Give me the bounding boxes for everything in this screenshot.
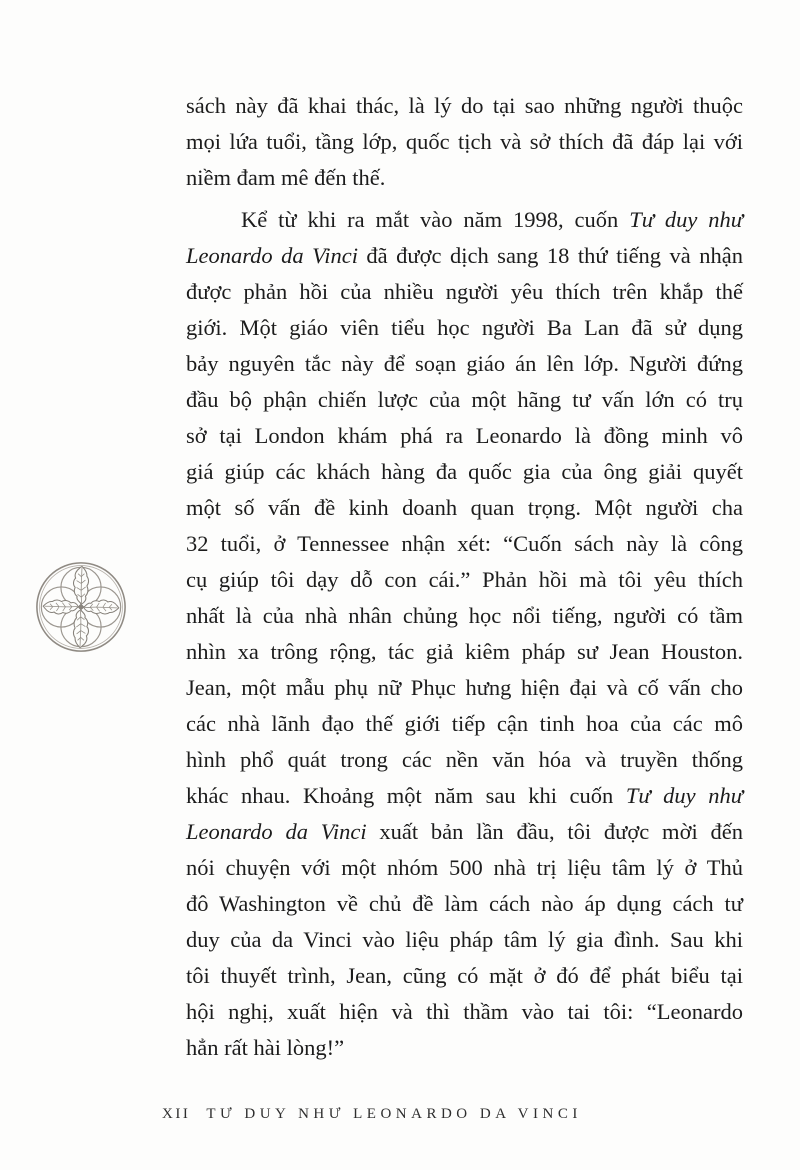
- body-text-run: sách này đã khai thác, là lý do tại sao những người thuộc: [186, 93, 743, 118]
- body-line: [186, 124, 743, 160]
- footer-running-title: TƯ DUY NHƯ LEONARDO DA VINCI: [206, 1106, 582, 1122]
- body-line: [186, 742, 743, 778]
- body-line: [186, 706, 743, 742]
- body-line: [186, 238, 743, 274]
- body-text-run: nhất là của nhà nhân chủng học nổi tiếng, người có tầm: [186, 603, 743, 628]
- body-line: [186, 160, 743, 196]
- body-text-run: nhìn xa trông rộng, tác giả kiêm pháp sư Jean Houston.: [186, 639, 743, 664]
- body-line: [186, 994, 743, 1030]
- body-text-run: giá giúp các khách hàng đa quốc gia của ông giải quyết: [186, 459, 743, 484]
- body-text-run: tôi thuyết trình, Jean, cũng có mặt ở đó để phát biểu tại: [186, 963, 743, 988]
- body-line: [186, 670, 743, 706]
- body-text-run: xuất bản lần đầu, tôi được mời đến: [366, 819, 743, 844]
- body-text-run: sở tại London khám phá ra Leonardo là đồng minh vô: [186, 423, 743, 448]
- body-text-run: cụ giúp tôi dạy dỗ con cái.” Phản hồi mà tôi yêu thích: [186, 567, 743, 592]
- body-line: [186, 310, 743, 346]
- body-text-run: các nhà lãnh đạo thế giới tiếp cận tinh hoa của các mô: [186, 711, 743, 736]
- body-line: [186, 850, 743, 886]
- body-line: [186, 418, 743, 454]
- body-text-run: hình phổ quát trong các nền văn hóa và truyền thống: [186, 747, 743, 772]
- body-line: [186, 598, 743, 634]
- footer-page-number: XII: [162, 1106, 191, 1122]
- body-text-run: giới. Một giáo viên tiểu học người Ba Lan đã sử dụng: [186, 315, 743, 340]
- body-text-run: nói chuyện với một nhóm 500 nhà trị liệu tâm lý ở Thủ: [186, 855, 743, 880]
- body-text-run: Jean, một mẫu phụ nữ Phục hưng hiện đại và cố vấn cho: [186, 675, 743, 700]
- body-line: [186, 202, 743, 238]
- body-line: [186, 778, 743, 814]
- book-title-italic: Tư duy như: [625, 783, 744, 808]
- book-title-italic: Tư duy như: [629, 207, 743, 232]
- body-text-run: mọi lứa tuổi, tầng lớp, quốc tịch và sở thích đã đáp lại với: [186, 129, 743, 154]
- body-line: [186, 814, 743, 850]
- body-text-run: hội nghị, xuất hiện và thì thầm vào tai tôi: “Leonardo: [186, 999, 743, 1024]
- body-line: [186, 382, 743, 418]
- body-line: [186, 88, 743, 124]
- body-text-run: hẳn rất hài lòng!”: [186, 1035, 345, 1060]
- book-title-italic: Leonardo da Vinci: [186, 243, 358, 268]
- rosette-ornament-icon: [32, 558, 130, 656]
- body-line: [186, 922, 743, 958]
- body-text-run: khác nhau. Khoảng một năm sau khi cuốn: [186, 783, 626, 808]
- body-text-run: đô Washington về chủ đề làm cách nào áp dụng cách tư: [186, 891, 743, 916]
- body-text-run: được phản hồi của nhiều người yêu thích trên khắp thế: [186, 279, 743, 304]
- body-line: [186, 634, 743, 670]
- body-text-run: Kể từ khi ra mắt vào năm 1998, cuốn: [241, 207, 630, 232]
- body-line: [186, 1030, 743, 1066]
- paragraph: [186, 202, 743, 1066]
- body-text-run: 32 tuổi, ở Tennessee nhận xét: “Cuốn sách này là công: [186, 531, 743, 556]
- body-text-run: duy của da Vinci vào liệu pháp tâm lý gia đình. Sau khi: [186, 927, 743, 952]
- body-line: [186, 490, 743, 526]
- body-line: [186, 346, 743, 382]
- book-title-italic: Leonardo da Vinci: [186, 819, 367, 844]
- body-line: [186, 958, 743, 994]
- body-text-run: bảy nguyên tắc này để soạn giáo án lên lớp. Người đứng: [186, 351, 743, 376]
- body-text-run: đã được dịch sang 18 thứ tiếng và nhận: [357, 243, 743, 268]
- body-text-run: một số vấn đề kinh doanh quan trọng. Một người cha: [186, 495, 743, 520]
- paragraph: [186, 88, 743, 196]
- body-line: [186, 454, 743, 490]
- body-line: [186, 274, 743, 310]
- body-line: [186, 562, 743, 598]
- page-footer: [162, 1106, 582, 1123]
- body-text-run: niềm đam mê đến thế.: [186, 165, 386, 190]
- body-line: [186, 886, 743, 922]
- page-body-text: [186, 88, 743, 1066]
- body-text-run: đầu bộ phận chiến lược của một hãng tư vấn lớn có trụ: [186, 387, 743, 412]
- body-line: [186, 526, 743, 562]
